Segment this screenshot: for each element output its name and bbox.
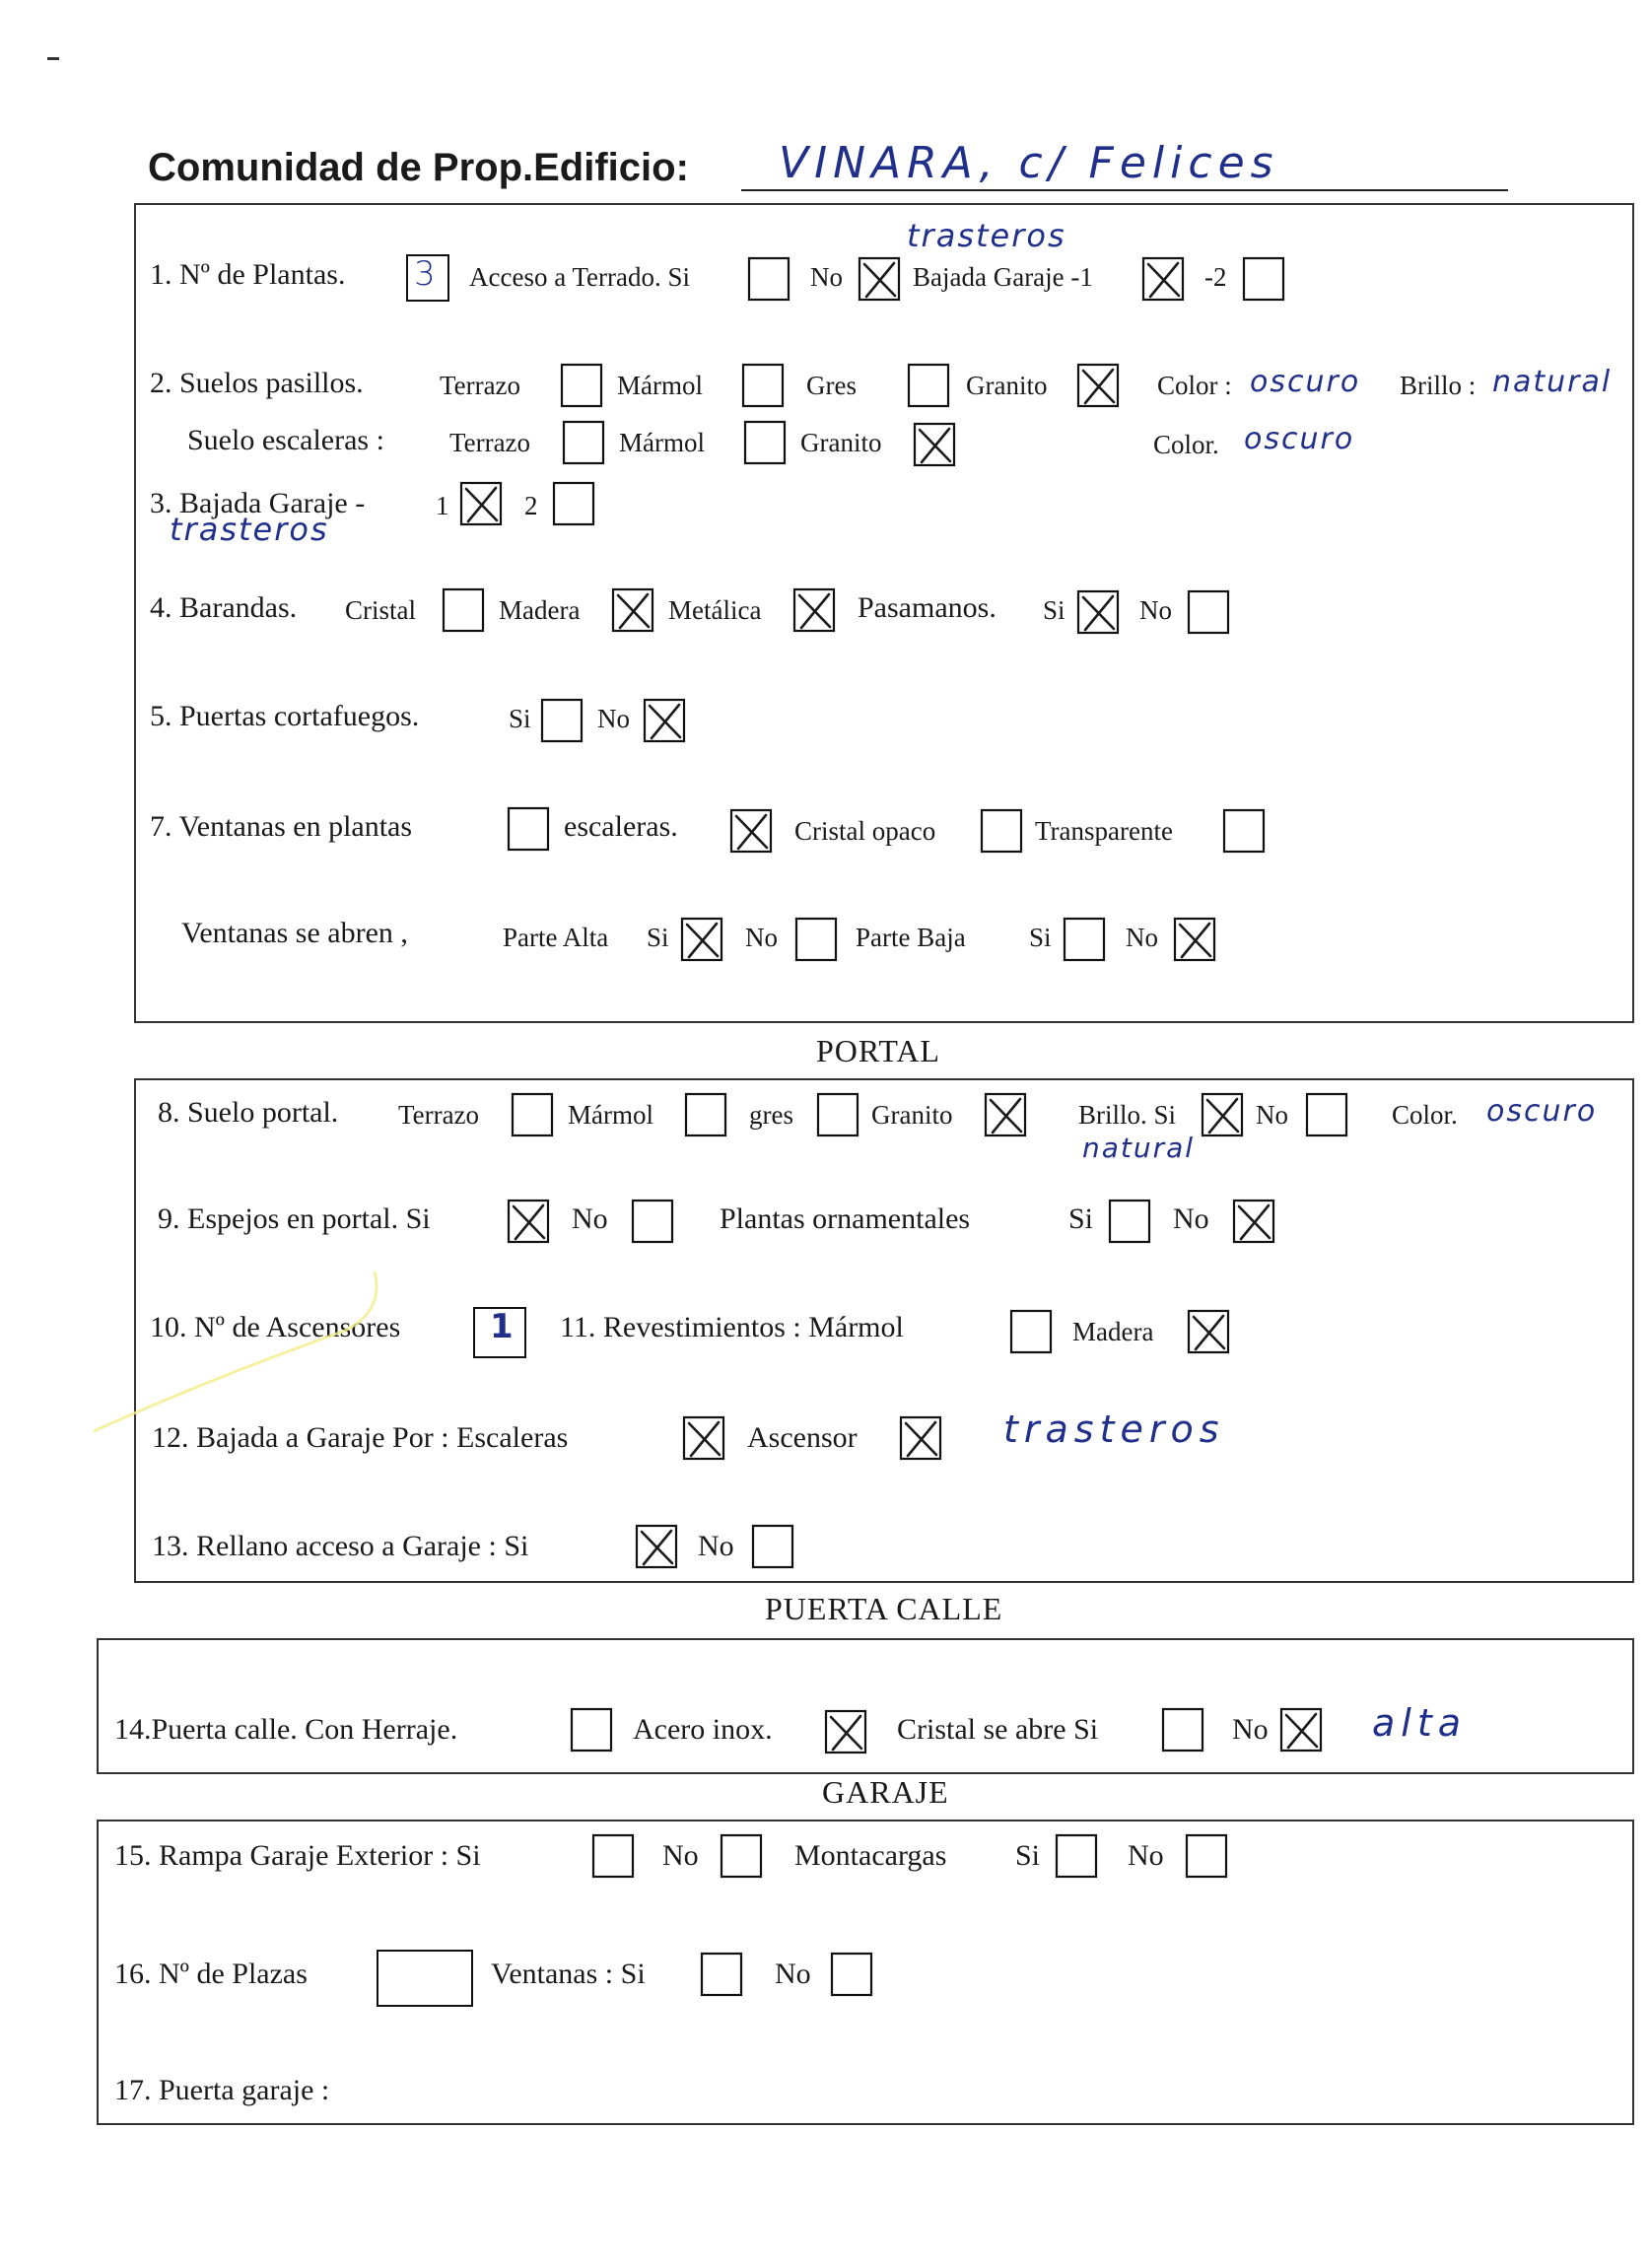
q14-label: 14.Puerta calle. Con Herraje. — [114, 1713, 458, 1746]
q1-plantas-value: 3 — [414, 254, 438, 294]
q16-no-label: No — [775, 1958, 811, 1990]
q2-gres-checkbox[interactable] — [907, 363, 952, 408]
q14-acero-checkbox[interactable] — [824, 1709, 869, 1754]
q15-rampa-si-checkbox[interactable] — [591, 1833, 637, 1879]
q4-no-label: No — [1139, 595, 1172, 625]
q4-madera-checkbox[interactable] — [611, 587, 656, 633]
q12-label: 12. Bajada a Garaje Por : Escaleras — [152, 1421, 569, 1454]
q7-baja-label: Parte Baja — [856, 923, 966, 952]
section-heading-garaje: GARAJE — [822, 1774, 949, 1810]
q2-granito-checkbox[interactable] — [1076, 363, 1122, 408]
q12-ascensor-label: Ascensor — [747, 1421, 858, 1454]
q14-herraje-checkbox[interactable] — [570, 1707, 615, 1753]
q2-esc-terrazo-label: Terrazo — [449, 428, 531, 457]
q7-label: 7. Ventanas en plantas — [150, 810, 413, 843]
q2-esc-marmol-checkbox[interactable] — [743, 420, 789, 465]
q4-cristal-checkbox[interactable] — [442, 587, 487, 633]
q2-esc-terrazo-checkbox[interactable] — [562, 420, 607, 465]
q12-ascensor-checkbox[interactable] — [899, 1415, 944, 1461]
q8-gres-label: gres — [749, 1100, 793, 1130]
q2-esc-granito-label: Granito — [800, 428, 882, 457]
q2-escaleras-label: Suelo escaleras : — [187, 424, 384, 456]
q8-brillo-no-label: No — [1256, 1100, 1288, 1130]
q7-alta-si-label: Si — [647, 923, 669, 952]
q12-note: trasteros — [1003, 1408, 1225, 1451]
q5-label: 5. Puertas cortafuegos. — [150, 700, 420, 732]
q13-label: 13. Rellano acceso a Garaje : Si — [152, 1530, 529, 1562]
q15-no-label: No — [662, 1839, 699, 1872]
q16-ventanas-label: Ventanas : Si — [491, 1958, 646, 1990]
page-title: Comunidad de Prop.Edificio: — [148, 146, 689, 189]
q17-label: 17. Puerta garaje : — [114, 2074, 330, 2106]
q9-espejos-no-checkbox[interactable] — [631, 1199, 676, 1244]
q5-si-checkbox[interactable] — [540, 698, 585, 743]
q8-marmol-label: Mármol — [568, 1100, 653, 1130]
q3-opt2-checkbox[interactable] — [552, 481, 597, 526]
q2-esc-color-value: oscuro — [1244, 422, 1355, 456]
q3-opt2-label: 2 — [524, 491, 538, 520]
q3-label: 3. Bajada Garaje - — [150, 487, 366, 519]
q2-esc-color-label: Color. — [1153, 430, 1219, 459]
q7-escaleras-checkbox[interactable] — [729, 808, 775, 854]
q1-bajada-label: Bajada Garaje -1 — [913, 262, 1093, 292]
q8-granito-checkbox[interactable] — [984, 1092, 1029, 1137]
q10-ascensores-value: 1 — [490, 1307, 515, 1346]
q2-brillo-value: natural — [1492, 365, 1613, 399]
q14-no-label: No — [1232, 1713, 1269, 1746]
q3-opt1-checkbox[interactable] — [459, 481, 505, 526]
q5-no-label: No — [597, 704, 630, 733]
q1-note: trasteros — [907, 217, 1066, 254]
q4-metalica-checkbox[interactable] — [792, 587, 838, 633]
q2-brillo-label: Brillo : — [1400, 371, 1477, 400]
q7-transparente-label: Transparente — [1035, 816, 1173, 846]
q2-terrazo-label: Terrazo — [440, 371, 521, 400]
q9-espejos-si-checkbox[interactable] — [507, 1199, 552, 1244]
q2-marmol-label: Mármol — [617, 371, 703, 400]
q1-no-label: No — [810, 262, 843, 292]
q11-madera-checkbox[interactable] — [1187, 1309, 1232, 1354]
q16-plazas-input[interactable] — [377, 1950, 473, 2007]
q16-label: 16. Nº de Plazas — [114, 1958, 308, 1990]
q14-cristal-no-checkbox[interactable] — [1279, 1707, 1325, 1753]
q8-brillo-no-checkbox[interactable] — [1305, 1092, 1350, 1137]
q14-cristal-si-checkbox[interactable] — [1161, 1707, 1206, 1753]
q16-ventanas-no-checkbox[interactable] — [830, 1952, 875, 1997]
q7-alta-si-checkbox[interactable] — [680, 917, 725, 962]
q9-plantas-si-label: Si — [1068, 1203, 1094, 1235]
q7-opaco-checkbox[interactable] — [980, 808, 1025, 854]
q8-brillo-si-checkbox[interactable] — [1201, 1092, 1246, 1137]
q4-pasamanos-no-checkbox[interactable] — [1187, 589, 1232, 635]
q2-esc-marmol-label: Mármol — [619, 428, 705, 457]
q7-baja-no-checkbox[interactable] — [1173, 917, 1218, 962]
q1-bajada-m2-checkbox[interactable] — [1242, 256, 1287, 302]
q3-note: trasteros — [170, 511, 329, 548]
q15-montacargas-si-label: Si — [1015, 1839, 1041, 1872]
q4-pasamanos-label: Pasamanos. — [858, 591, 996, 624]
q14-cristal-label: Cristal se abre Si — [897, 1713, 1099, 1746]
q4-pasamanos-si-checkbox[interactable] — [1076, 589, 1122, 635]
q8-color-value: oscuro — [1486, 1094, 1598, 1129]
q5-si-label: Si — [509, 704, 531, 733]
q8-marmol-checkbox[interactable] — [684, 1092, 729, 1137]
q8-brillo-label: Brillo. Si — [1078, 1100, 1177, 1130]
q8-color-label: Color. — [1392, 1100, 1458, 1130]
q1-acceso-si-checkbox[interactable] — [747, 256, 792, 302]
q4-cristal-label: Cristal — [345, 595, 416, 625]
q15-rampa-no-checkbox[interactable] — [720, 1833, 765, 1879]
q11-marmol-checkbox[interactable] — [1009, 1309, 1055, 1354]
q13-si-checkbox[interactable] — [635, 1524, 680, 1569]
q8-terrazo-label: Terrazo — [398, 1100, 480, 1130]
q9-plantas-label: Plantas ornamentales — [720, 1203, 971, 1235]
q7-alta-label: Parte Alta — [503, 923, 609, 952]
q2-esc-granito-checkbox[interactable] — [913, 422, 958, 467]
title-underline — [741, 189, 1508, 191]
stray-mark — [47, 57, 59, 60]
q10-label: 10. Nº de Ascensores — [150, 1311, 401, 1343]
q2-label: 2. Suelos pasillos. — [150, 367, 364, 399]
q3-opt1-label: 1 — [436, 491, 449, 520]
q16-ventanas-si-checkbox[interactable] — [700, 1952, 745, 1997]
q7-transparente-checkbox[interactable] — [1222, 808, 1268, 854]
q4-si-label: Si — [1043, 595, 1065, 625]
q8-brillo-value: natural — [1082, 1132, 1196, 1164]
q5-no-checkbox[interactable] — [643, 698, 688, 743]
q8-granito-label: Granito — [871, 1100, 953, 1130]
q2-terrazo-checkbox[interactable] — [560, 363, 605, 408]
q4-metalica-label: Metálica — [668, 595, 762, 625]
q15-montacargas-no-label: No — [1128, 1839, 1164, 1872]
q1-acceso-label: Acceso a Terrado. Si — [469, 262, 691, 292]
q2-granito-label: Granito — [966, 371, 1048, 400]
q13-no-checkbox[interactable] — [751, 1524, 796, 1569]
q7-plantas-checkbox[interactable] — [507, 806, 552, 852]
q15-montacargas-si-checkbox[interactable] — [1055, 1833, 1100, 1879]
q8-label: 8. Suelo portal. — [158, 1096, 339, 1129]
q2-gres-label: Gres — [806, 371, 857, 400]
q8-terrazo-checkbox[interactable] — [511, 1092, 556, 1137]
q11-label: 11. Revestimientos : Mármol — [560, 1311, 904, 1343]
q1-m2-label: -2 — [1204, 262, 1227, 292]
q8-gres-checkbox[interactable] — [816, 1092, 861, 1137]
q1-acceso-no-checkbox[interactable] — [858, 256, 903, 302]
q9-no-label: No — [572, 1203, 608, 1235]
section-heading-puerta-calle: PUERTA CALLE — [765, 1591, 1003, 1626]
q1-label: 1. Nº de Plantas. — [150, 258, 346, 291]
q7-abren-label: Ventanas se abren , — [181, 917, 408, 949]
section-heading-portal: PORTAL — [816, 1033, 940, 1068]
q14-acero-label: Acero inox. — [633, 1713, 773, 1746]
q2-marmol-checkbox[interactable] — [741, 363, 787, 408]
q1-bajada-m1-checkbox[interactable] — [1141, 256, 1187, 302]
q15-montacargas-no-checkbox[interactable] — [1185, 1833, 1230, 1879]
q7-baja-si-label: Si — [1029, 923, 1052, 952]
building-name-handwritten: VINARA, c/ Felices — [779, 138, 1279, 188]
q13-no-label: No — [698, 1530, 734, 1562]
q9-label: 9. Espejos en portal. Si — [158, 1203, 431, 1235]
q14-note: alta — [1372, 1701, 1468, 1745]
q15-label: 15. Rampa Garaje Exterior : Si — [114, 1839, 481, 1872]
q7-baja-si-checkbox[interactable] — [1063, 917, 1108, 962]
q7-escaleras-label: escaleras. — [564, 810, 678, 843]
q11-madera-label: Madera — [1072, 1317, 1154, 1346]
q7-baja-no-label: No — [1126, 923, 1158, 952]
q12-escaleras-checkbox[interactable] — [682, 1415, 727, 1461]
q15-montacargas-label: Montacargas — [794, 1839, 947, 1872]
q4-label: 4. Barandas. — [150, 591, 298, 624]
q7-alta-no-checkbox[interactable] — [794, 917, 840, 962]
q9-plantas-si-checkbox[interactable] — [1108, 1199, 1153, 1244]
q2-color-value: oscuro — [1250, 365, 1361, 399]
q7-opaco-label: Cristal opaco — [794, 816, 936, 846]
q9-plantas-no-label: No — [1173, 1203, 1209, 1235]
q4-madera-label: Madera — [499, 595, 581, 625]
q2-color-label: Color : — [1157, 371, 1232, 400]
q7-alta-no-label: No — [745, 923, 778, 952]
highlighter-stroke — [89, 1262, 404, 1439]
q9-plantas-no-checkbox[interactable] — [1232, 1199, 1277, 1244]
